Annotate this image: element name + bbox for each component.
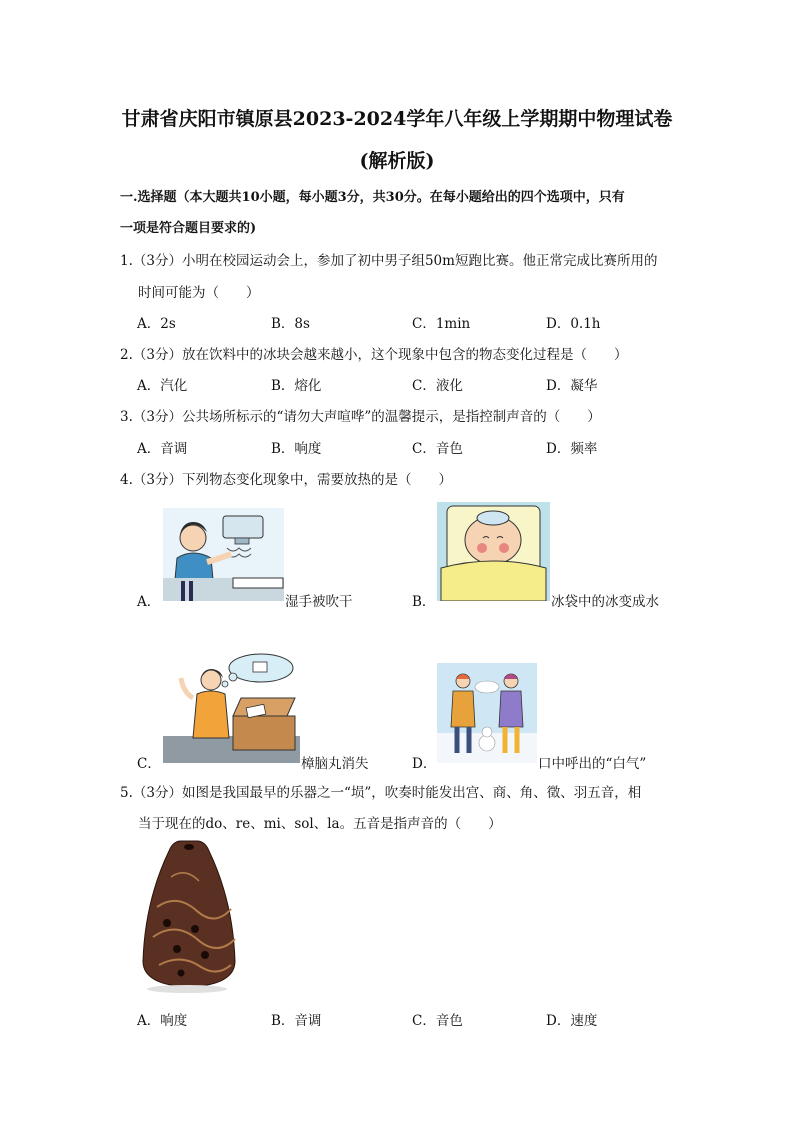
question-4-option-b-caption: 冰袋中的冰变成水 [551,594,659,610]
question-5-stem-line2: 当于现在的do、re、mi、sol、la。五音是指声音的（ ） [138,816,502,832]
question-3-option-c: C．音色 [412,441,463,457]
question-5-stem-line1: 5.（3分）如图是我国最早的乐器之一“埙”，吹奏时能发出宫、商、角、徵、羽五音，相 [120,785,642,801]
question-4-option-d-letter: D． [412,756,437,772]
question-3-option-a: A．音调 [137,441,188,457]
question-4-option-c-caption: 樟脑丸消失 [301,756,369,772]
hand-dryer-illustration [163,508,284,601]
question-5-option-a: A．响度 [137,1013,188,1029]
question-4-option-d-caption: 口中呼出的“白气” [538,756,647,772]
question-3-stem: 3.（3分）公共场所标示的“请勿大声喧哗”的温馨提示，是指控制声音的（ ） [120,409,601,425]
section-header-line1: 一.选择题（本大题共10小题，每小题3分，共30分。在每小题给出的四个选项中，只有 [120,190,625,205]
question-4-option-b-letter: B． [412,594,436,610]
page-title: 甘肃省庆阳市镇原县2023-2024学年八年级上学期期中物理试卷 [121,108,673,130]
question-2-option-b: B．熔化 [271,378,322,394]
winter-breath-illustration [437,663,537,763]
question-4-option-a-letter: A． [137,594,161,610]
xun-instrument-image [137,837,241,995]
question-2-option-a: A．汽化 [137,378,188,394]
question-1-stem-line1: 1.（3分）小明在校园运动会上，参加了初中男子组50m短跑比赛。他正常完成比赛所用的 [120,253,658,269]
question-4-stem: 4.（3分）下列物态变化现象中，需要放热的是（ ） [120,472,452,488]
camphor-ball-chest-illustration [163,650,300,763]
question-4-option-c-letter: C． [137,756,161,772]
question-3-option-b: B．响度 [271,441,322,457]
question-5-option-b: B．音调 [271,1013,322,1029]
question-1-stem-line2: 时间可能为（ ） [138,285,260,301]
question-2-option-d: D．凝华 [546,378,598,394]
question-1-option-c: C．1min [412,316,471,332]
question-2-stem: 2.（3分）放在饮料中的冰块会越来越小，这个现象中包含的物态变化过程是（ ） [120,347,628,363]
question-3-option-d: D．频率 [546,441,598,457]
question-4-option-a-caption: 湿手被吹干 [285,594,353,610]
page-subtitle: (解析版) [359,150,435,172]
question-1-option-b: B．8s [271,316,310,332]
sick-child-ice-bag-illustration [437,502,550,601]
question-1-option-a: A．2s [137,316,176,332]
question-5-option-c: C．音色 [412,1013,463,1029]
question-5-option-d: D．速度 [546,1013,598,1029]
section-header-line2: 一项是符合题目要求的) [120,221,257,236]
question-1-option-d: D．0.1h [546,316,601,332]
question-2-option-c: C．液化 [412,378,463,394]
